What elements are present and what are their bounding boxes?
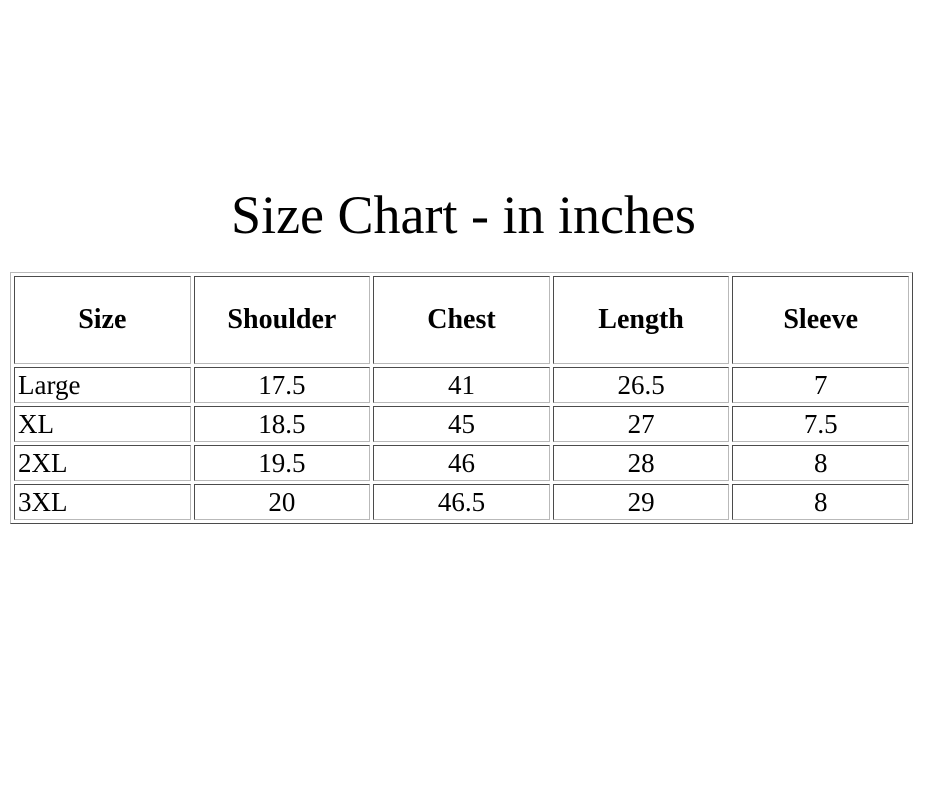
value-cell: 7.5 — [732, 406, 909, 442]
value-cell: 46.5 — [373, 484, 550, 520]
value-cell: 46 — [373, 445, 550, 481]
table-row — [14, 406, 909, 442]
size-cell: XL — [14, 406, 191, 442]
value-cell: 26.5 — [553, 367, 730, 403]
value-cell: 19.5 — [194, 445, 371, 481]
table-row — [14, 484, 909, 520]
size-chart-table — [10, 272, 913, 524]
column-header-chest: Chest — [373, 276, 550, 364]
value-cell: 28 — [553, 445, 730, 481]
value-cell: 20 — [194, 484, 371, 520]
column-header-size: Size — [14, 276, 191, 364]
table-body — [14, 367, 909, 520]
table-row — [14, 445, 909, 481]
page-title: Size Chart - in inches — [231, 185, 696, 245]
value-cell: 29 — [553, 484, 730, 520]
value-cell: 8 — [732, 484, 909, 520]
size-cell: Large — [14, 367, 191, 403]
value-cell: 7 — [732, 367, 909, 403]
column-header-length: Length — [553, 276, 730, 364]
value-cell: 8 — [732, 445, 909, 481]
value-cell: 27 — [553, 406, 730, 442]
value-cell: 45 — [373, 406, 550, 442]
value-cell: 18.5 — [194, 406, 371, 442]
table-row — [14, 367, 909, 403]
value-cell: 17.5 — [194, 367, 371, 403]
column-header-shoulder: Shoulder — [194, 276, 371, 364]
size-cell: 2XL — [14, 445, 191, 481]
column-header-sleeve: Sleeve — [732, 276, 909, 364]
value-cell: 41 — [373, 367, 550, 403]
size-cell: 3XL — [14, 484, 191, 520]
header-row — [14, 276, 909, 364]
